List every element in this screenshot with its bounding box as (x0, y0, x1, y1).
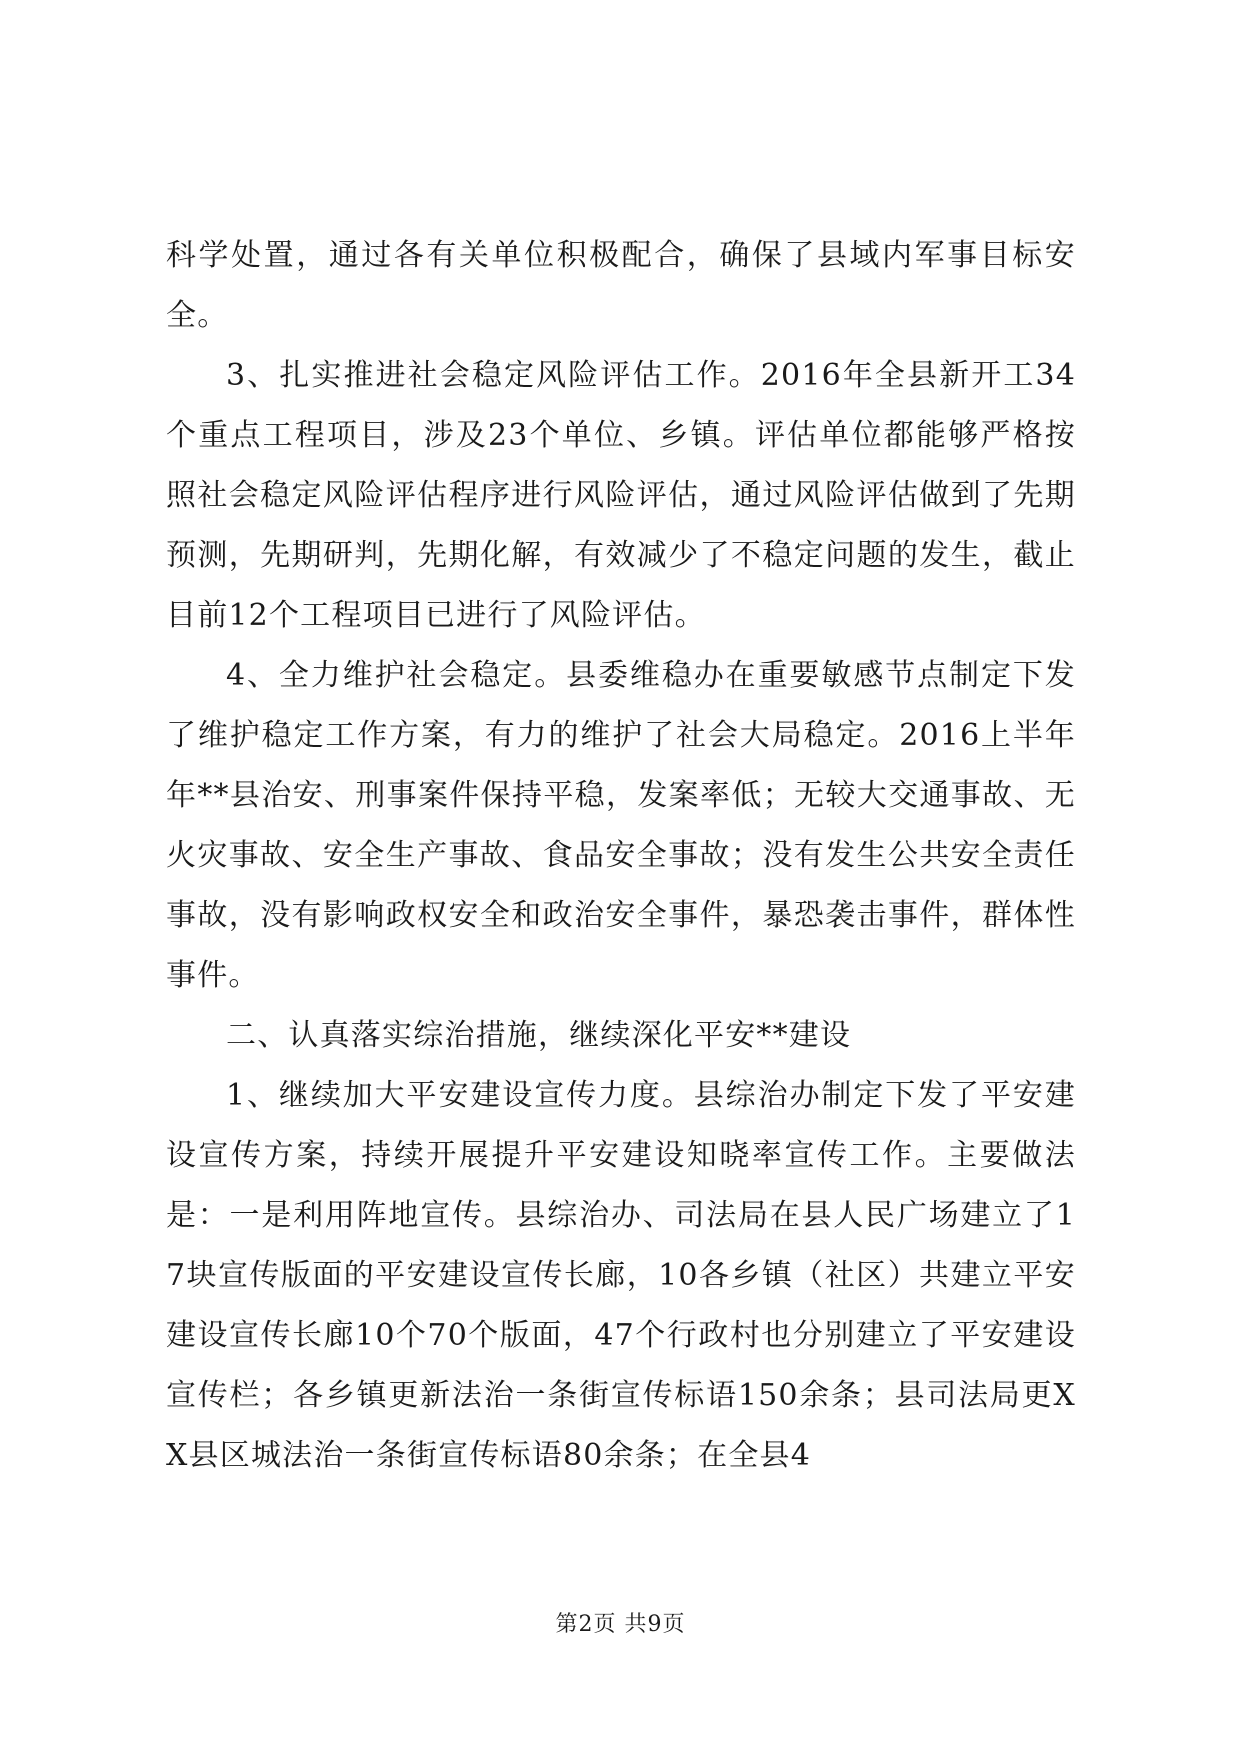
paragraph-continuation: 科学处置，通过各有关单位积极配合，确保了县域内军事目标安全。 (166, 238, 1076, 333)
document-body (166, 226, 1076, 1486)
paragraph-risk-assessment: 3、扎实推进社会稳定风险评估工作。2016年全县新开工34个重点工程项目，涉及23个单位、乡镇。评估单位都能够严格按照社会稳定风险评估程序进行风险评估，通过风险评估做到了先期预测，先期研判，先期化解，有效减少了不稳定问题的发生，截止目前12个工程项目已进行了风险评估。 (166, 358, 1076, 633)
paragraph-publicity: 1、继续加大平安建设宣传力度。县综治办制定下发了平安建设宣传方案，持续开展提升平安建设知晓率宣传工作。主要做法是：一是利用阵地宣传。县综治办、司法局在县人民广场建立了17块宣传版面的平安建设宣传长廊，10各乡镇（社区）共建立平安建设宣传长廊10个70个版面，47个行政村也分别建立了平安建设宣传栏；各乡镇更新法治一条街宣传标语150余条；县司法局更XX县区城法治一条街宣传标语80余条；在全县4 (166, 1078, 1076, 1473)
paragraph-social-stability: 4、全力维护社会稳定。县委维稳办在重要敏感节点制定下发了维护稳定工作方案，有力的维护了社会大局稳定。2016上半年年**县治安、刑事案件保持平稳，发案率低；无较大交通事故、无火灾事故、安全生产事故、食品安全事故；没有发生公共安全责任事故，没有影响政权安全和政治安全事件，暴恐袭击事件，群体性事件。 (166, 658, 1076, 993)
section-heading-2: 二、认真落实综治措施，继续深化平安**建设 (226, 1018, 852, 1053)
page-footer: 第2页 共9页 (555, 1612, 686, 1637)
